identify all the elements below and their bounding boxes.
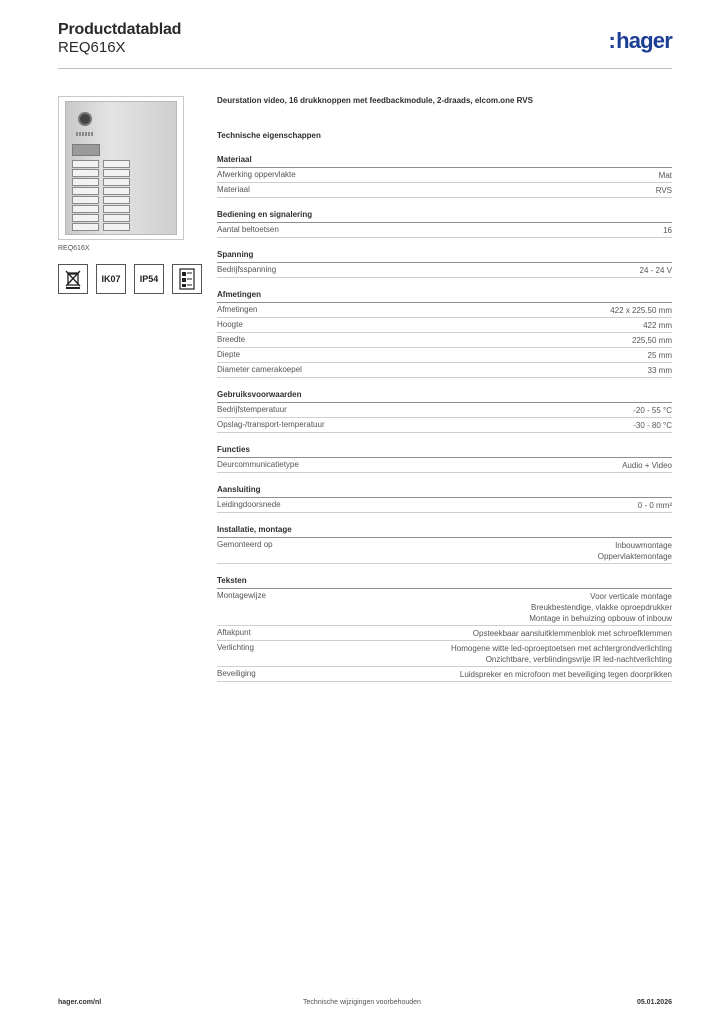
product-description: Deurstation video, 16 drukknoppen met feedbackmodule, 2-draads, elcom.one RVS bbox=[217, 96, 533, 105]
row-divider bbox=[217, 362, 672, 363]
spec-value bbox=[330, 460, 672, 471]
footer-date: 05.01.2026 bbox=[636, 999, 672, 1006]
call-button bbox=[72, 205, 99, 213]
section-divider bbox=[217, 402, 672, 403]
call-button bbox=[72, 187, 99, 195]
footer-website: hager.com/nl bbox=[58, 999, 102, 1006]
section-title: Bediening en signalering bbox=[217, 210, 313, 219]
spec-value-line: Onzichtbare, verblindingsvrije IR led-nachtverlichting bbox=[485, 655, 672, 665]
technical-properties-heading: Technische eigenschappen bbox=[217, 131, 321, 140]
spec-value-line: 16 bbox=[663, 226, 672, 235]
spec-value bbox=[330, 405, 672, 416]
spec-label: Verlichting bbox=[217, 643, 254, 652]
spec-label: Aftakpunt bbox=[217, 628, 251, 637]
spec-label: Afwerking oppervlakte bbox=[217, 170, 296, 179]
spec-value bbox=[330, 643, 672, 665]
page-header bbox=[58, 21, 672, 69]
section-divider bbox=[217, 222, 672, 223]
call-button bbox=[72, 160, 99, 168]
call-button bbox=[103, 223, 130, 231]
section-title: Gebruiksvoorwaarden bbox=[217, 390, 302, 399]
section-title: Afmetingen bbox=[217, 290, 261, 299]
spec-value-line: Oppervlaktemontage bbox=[597, 552, 672, 562]
row-divider bbox=[217, 237, 672, 238]
logo-colon-icon: : bbox=[608, 28, 616, 53]
ik07-badge: IK07 bbox=[96, 264, 126, 294]
row-divider bbox=[217, 197, 672, 198]
call-button bbox=[103, 196, 130, 204]
row-divider bbox=[217, 347, 672, 348]
spec-value bbox=[330, 669, 672, 680]
call-button bbox=[103, 169, 130, 177]
row-divider bbox=[217, 512, 672, 513]
spec-value-line: Homogene witte led-oproeptoetsen met achtergrondverlichting bbox=[450, 644, 672, 653]
spec-label: Beveiliging bbox=[217, 669, 256, 678]
section-divider bbox=[217, 588, 672, 589]
row-divider bbox=[217, 681, 672, 682]
spec-label: Aantal beltoetsen bbox=[217, 225, 279, 234]
spec-label: Materiaal bbox=[217, 185, 250, 194]
section-divider bbox=[217, 537, 672, 538]
spec-value bbox=[330, 265, 672, 276]
logo-text: hager bbox=[616, 28, 672, 53]
spec-label: Bedrijfstemperatuur bbox=[217, 405, 287, 414]
section-title: Aansluiting bbox=[217, 485, 261, 494]
call-button bbox=[103, 160, 130, 168]
spec-value-line: -30 - 80 °C bbox=[633, 421, 672, 430]
image-caption: REQ616X bbox=[58, 245, 90, 252]
spec-value-line: Montage in behuizing opbouw of inbouw bbox=[529, 614, 672, 624]
spec-value-line: 225,50 mm bbox=[631, 336, 672, 345]
spec-value bbox=[330, 591, 672, 625]
spec-value-line: Inbouwmontage bbox=[615, 541, 672, 550]
section-divider bbox=[217, 262, 672, 263]
spec-label: Montagewijze bbox=[217, 591, 266, 600]
speaker-grille bbox=[76, 132, 94, 136]
spec-value-line: Mat bbox=[658, 171, 672, 180]
spec-value bbox=[330, 305, 672, 316]
spec-value bbox=[330, 540, 672, 562]
section-title: Installatie, montage bbox=[217, 525, 292, 534]
weee-badge bbox=[58, 264, 88, 294]
row-divider bbox=[217, 563, 672, 564]
row-divider bbox=[217, 182, 672, 183]
door-station-panel bbox=[65, 101, 177, 235]
row-divider bbox=[217, 472, 672, 473]
call-button bbox=[103, 205, 130, 213]
spec-value-line: Luidspreker en microfoon met beveiliging tegen doorprikken bbox=[459, 670, 672, 679]
call-button bbox=[103, 214, 130, 222]
spec-value-line: 0 - 0 mm² bbox=[637, 501, 672, 510]
row-divider bbox=[217, 277, 672, 278]
call-button bbox=[72, 196, 99, 204]
spec-value-line: -20 - 55 °C bbox=[633, 406, 672, 415]
spec-value-line: 24 - 24 V bbox=[639, 266, 672, 275]
spec-value-line: Breukbestendige, vlakke oproepdrukker bbox=[531, 603, 672, 613]
call-button bbox=[72, 223, 99, 231]
spec-value-line: RVS bbox=[655, 186, 672, 195]
hager-logo bbox=[609, 28, 672, 54]
spec-label: Afmetingen bbox=[217, 305, 258, 314]
footer-disclaimer: Technische wijzigingen voorbehouden bbox=[303, 999, 421, 1006]
section-title: Functies bbox=[217, 445, 250, 454]
row-divider bbox=[217, 377, 672, 378]
row-divider bbox=[217, 317, 672, 318]
spec-value-line: Opsteekbaar aansluitklemmenblok met schroefklemmen bbox=[472, 629, 672, 638]
call-button bbox=[103, 178, 130, 186]
spec-value bbox=[330, 335, 672, 346]
row-divider bbox=[217, 432, 672, 433]
spec-value-line: 422 x 225.50 mm bbox=[610, 306, 672, 315]
spec-label: Bedrijfsspanning bbox=[217, 265, 277, 274]
section-divider bbox=[217, 302, 672, 303]
section-divider bbox=[217, 167, 672, 168]
section-divider bbox=[217, 497, 672, 498]
spec-value bbox=[330, 170, 672, 181]
call-button bbox=[72, 169, 99, 177]
header-divider bbox=[58, 68, 672, 69]
spec-value-line: 422 mm bbox=[643, 321, 672, 330]
row-divider bbox=[217, 640, 672, 641]
spec-label: Breedte bbox=[217, 335, 246, 344]
spec-value bbox=[330, 420, 672, 431]
spec-label: Hoogte bbox=[217, 320, 243, 329]
spec-value bbox=[330, 350, 672, 361]
spec-value bbox=[330, 365, 672, 376]
call-button bbox=[72, 178, 99, 186]
row-divider bbox=[217, 625, 672, 626]
product-code: REQ616X bbox=[58, 39, 126, 56]
row-divider bbox=[217, 417, 672, 418]
section-title: Materiaal bbox=[217, 155, 252, 164]
spec-value bbox=[330, 628, 672, 639]
weee-bin-icon bbox=[63, 268, 83, 290]
row-divider bbox=[217, 666, 672, 667]
spec-value-line: 25 mm bbox=[647, 351, 672, 360]
spec-value bbox=[330, 500, 672, 511]
section-title: Teksten bbox=[217, 576, 247, 585]
spec-label: Opslag-/transport-temperatuur bbox=[217, 420, 325, 429]
spec-value-line: 33 mm bbox=[647, 366, 672, 375]
section-title: Spanning bbox=[217, 250, 254, 259]
spec-label: Gemonteerd op bbox=[217, 540, 273, 549]
spec-value bbox=[330, 225, 672, 236]
spec-value-line: Audio + Video bbox=[622, 461, 672, 470]
call-button bbox=[72, 214, 99, 222]
display-window bbox=[72, 144, 100, 156]
product-image bbox=[58, 96, 184, 240]
ip54-badge: IP54 bbox=[134, 264, 164, 294]
spec-label: Diepte bbox=[217, 350, 241, 359]
section-divider bbox=[217, 457, 672, 458]
spec-label: Diameter camerakoepel bbox=[217, 365, 302, 374]
datasheet-badge bbox=[172, 264, 202, 294]
spec-value bbox=[330, 320, 672, 331]
camera-icon bbox=[78, 112, 92, 126]
row-divider bbox=[217, 332, 672, 333]
document-title: Productdatablad bbox=[58, 21, 182, 38]
datasheet-icon bbox=[178, 268, 196, 290]
spec-value-line: Voor verticale montage bbox=[590, 592, 672, 601]
spec-label: Leidingdoorsnede bbox=[217, 500, 281, 509]
spec-label: Deurcommunicatietype bbox=[217, 460, 299, 469]
call-button bbox=[103, 187, 130, 195]
spec-value bbox=[330, 185, 672, 196]
